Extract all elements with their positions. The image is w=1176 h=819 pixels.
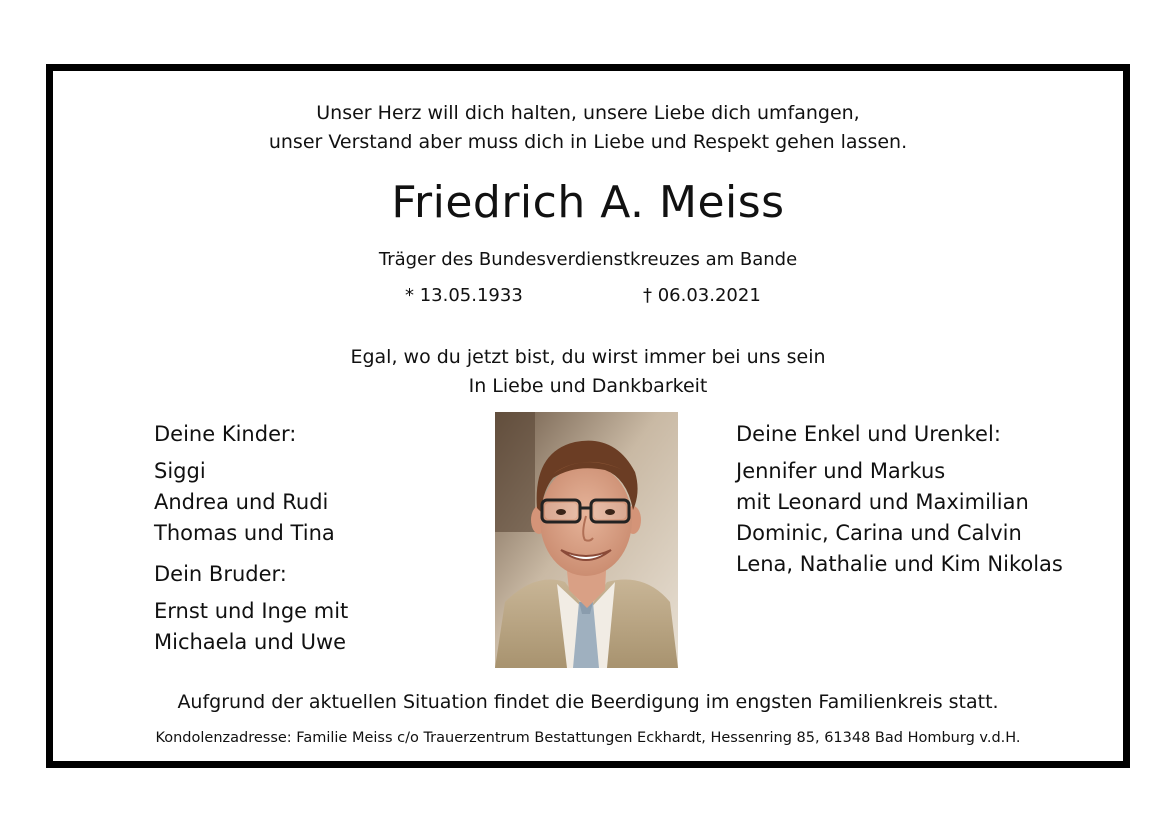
children-name: Andrea und Rudi	[154, 490, 329, 514]
farewell	[53, 343, 1123, 401]
funeral-notice: Aufgrund der aktuellen Situation findet die Beerdigung im engsten Familienkreis statt.	[177, 691, 999, 713]
family-right-column	[736, 419, 1063, 580]
motto	[53, 99, 1123, 157]
condolence-address: Kondolenzadresse: Familie Meiss c/o Trauerzentrum Bestattungen Eckhardt, Hessenring 85, 61348 Bad Homburg v.d.H.	[155, 730, 1021, 746]
children-heading: Deine Kinder:	[154, 422, 297, 446]
portrait-photo	[495, 412, 678, 668]
farewell-line-1: Egal, wo du jetzt bist, du wirst immer bei uns sein	[350, 346, 826, 368]
brother-name: Michaela und Uwe	[154, 630, 347, 654]
grandchildren-name: Dominic, Carina und Calvin	[736, 521, 1022, 545]
death-date: † 06.03.2021	[643, 285, 761, 306]
children-name: Siggi	[154, 459, 206, 483]
deceased-name: Friedrich A. Meiss	[391, 177, 785, 228]
grandchildren-name: mit Leonard und Maximilian	[736, 490, 1029, 514]
grandchildren-heading: Deine Enkel und Urenkel:	[736, 422, 1001, 446]
obituary-frame	[46, 64, 1130, 768]
brother-heading: Dein Bruder:	[154, 562, 287, 586]
children-name: Thomas und Tina	[154, 521, 335, 545]
grandchildren-name: Jennifer und Markus	[736, 459, 946, 483]
motto-line-2: unser Verstand aber muss dich in Liebe und Respekt gehen lassen.	[268, 131, 908, 153]
brother-name: Ernst und Inge mit	[154, 599, 349, 623]
birth-date: * 13.05.1933	[405, 285, 523, 306]
family-left-column	[154, 419, 348, 658]
motto-line-1: Unser Herz will dich halten, unsere Liebe dich umfangen,	[316, 102, 860, 124]
honor-text: Träger des Bundesverdienstkreuzes am Bande	[378, 249, 798, 270]
grandchildren-name: Lena, Nathalie und Kim Nikolas	[736, 552, 1063, 576]
farewell-line-2: In Liebe und Dankbarkeit	[468, 375, 708, 397]
